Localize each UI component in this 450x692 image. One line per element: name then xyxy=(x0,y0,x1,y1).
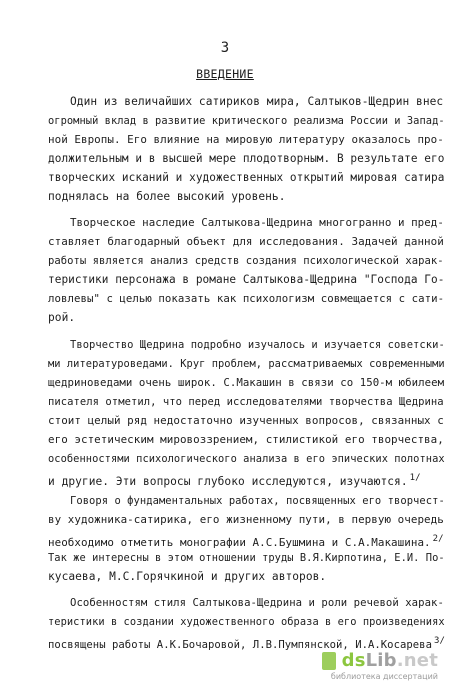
text-line xyxy=(48,532,444,550)
text-line xyxy=(48,235,444,249)
text-line xyxy=(48,171,444,185)
text-line-content: ставляет благодарный объект для исследования. Задачей данной xyxy=(48,235,444,248)
section-heading: ВВЕДЕНИЕ xyxy=(196,67,254,81)
text-line xyxy=(48,292,444,306)
text-line xyxy=(48,133,444,147)
text-line-content: Один из величайших сатириков мира, Салтыков-Щедрин внес xyxy=(70,95,444,108)
text-line xyxy=(70,338,445,352)
text-line xyxy=(48,376,444,390)
text-line xyxy=(48,570,326,584)
text-line xyxy=(48,615,445,629)
text-line xyxy=(48,433,444,447)
text-line xyxy=(70,216,444,230)
text-line-content: ной Европы. Его влияние на мировую литературу оказалось про- xyxy=(48,133,444,146)
text-line-content: стоит целый ряд недостаточно изученных вопросов, связанных с xyxy=(48,414,444,427)
site-logo: dsLib.net xyxy=(341,650,438,671)
text-line-content: кусаева, М.С.Горячкиной и других авторов. xyxy=(48,570,327,583)
book-icon xyxy=(322,652,336,670)
text-line xyxy=(48,254,444,268)
text-line-content: огромный вклад в развитие критического реализма России и Запад- xyxy=(48,115,445,127)
footnote-marker: 2/ xyxy=(432,534,444,544)
text-line xyxy=(48,273,444,287)
text-line xyxy=(48,311,75,325)
page-number: 3 xyxy=(220,40,230,56)
text-line xyxy=(48,551,445,565)
text-line-content: и другие. Эти вопросы глубоко исследуются, изучаются. xyxy=(48,475,408,488)
text-line xyxy=(48,114,445,128)
footnote-marker: 3/ xyxy=(434,636,445,646)
text-line-content: его эстетическим мировоззрением, стилистикой его творчества, xyxy=(48,433,444,446)
text-line-content: необходимо отметить монографии А.С.Бушмина и С.А.Макашина. xyxy=(48,536,431,549)
text-line-content: особенностями психологического анализа в его эпических полотнах xyxy=(48,453,445,465)
text-line-content: творческих исканий и художественных открытий мировая сатира xyxy=(48,171,445,184)
text-line-content: посвящены работы А.К.Бочаровой, Л.В.Пумпянской, И.А.Косарева xyxy=(48,639,432,651)
footnote-marker: 1/ xyxy=(409,473,421,483)
text-line xyxy=(48,395,444,409)
text-line xyxy=(48,357,445,371)
text-line-content: теристики в создании художественного образа в его произведениях xyxy=(48,616,445,628)
text-line-content: Творчество Щедрина подробно изучалось и изучается советски- xyxy=(70,339,445,351)
watermark-caption: библиотека диссертаций xyxy=(330,672,438,681)
text-line xyxy=(48,471,421,489)
text-line xyxy=(48,452,445,466)
text-line xyxy=(70,494,445,508)
text-line-content: должительным и в высшей мере плодотворным. В результате его xyxy=(48,152,445,165)
text-line xyxy=(70,596,444,610)
text-line-content: поднялась на более высокий уровень. xyxy=(48,190,286,203)
text-line-content: ми литературоведами. Круг проблем, рассматриваемых современными xyxy=(48,358,445,370)
text-line-content: ву художника-сатирика, его жизненному пути, в первую очередь xyxy=(48,513,444,526)
text-line-content: писателя отметил, что перед исследователями творчества Щедрина xyxy=(48,396,444,408)
watermark xyxy=(322,650,442,686)
text-line-content: ловлевы" с целью показать как психологизм совмещается с сати- xyxy=(48,292,445,305)
text-line xyxy=(48,414,444,428)
text-line xyxy=(48,152,444,166)
text-line-content: Так же интересны в этом отношении труды В.Я.Кирпотина, Е.И. По- xyxy=(48,552,445,564)
text-line-content: рой. xyxy=(48,311,76,324)
text-line-content: Особенностям стиля Салтыкова-Щедрина и роли речевой харак- xyxy=(70,596,444,609)
text-line-content: работы является анализ средств создания психологической харак- xyxy=(48,255,444,267)
text-line xyxy=(48,513,444,527)
text-line-content: Говоря о фундаментальных работах, посвященных его творчест- xyxy=(70,495,445,507)
text-line-content: Творческое наследие Салтыкова-Щедрина многогранно и пред- xyxy=(70,216,444,229)
text-line-content: теристики персонажа в романе Салтыкова-Щедрина "Господа Го- xyxy=(48,273,445,286)
text-line xyxy=(70,95,443,109)
text-line-content: щедриноведами очень широк. С.Макашин в связи со 150-м юбилеем xyxy=(48,376,445,389)
text-line xyxy=(48,190,286,204)
